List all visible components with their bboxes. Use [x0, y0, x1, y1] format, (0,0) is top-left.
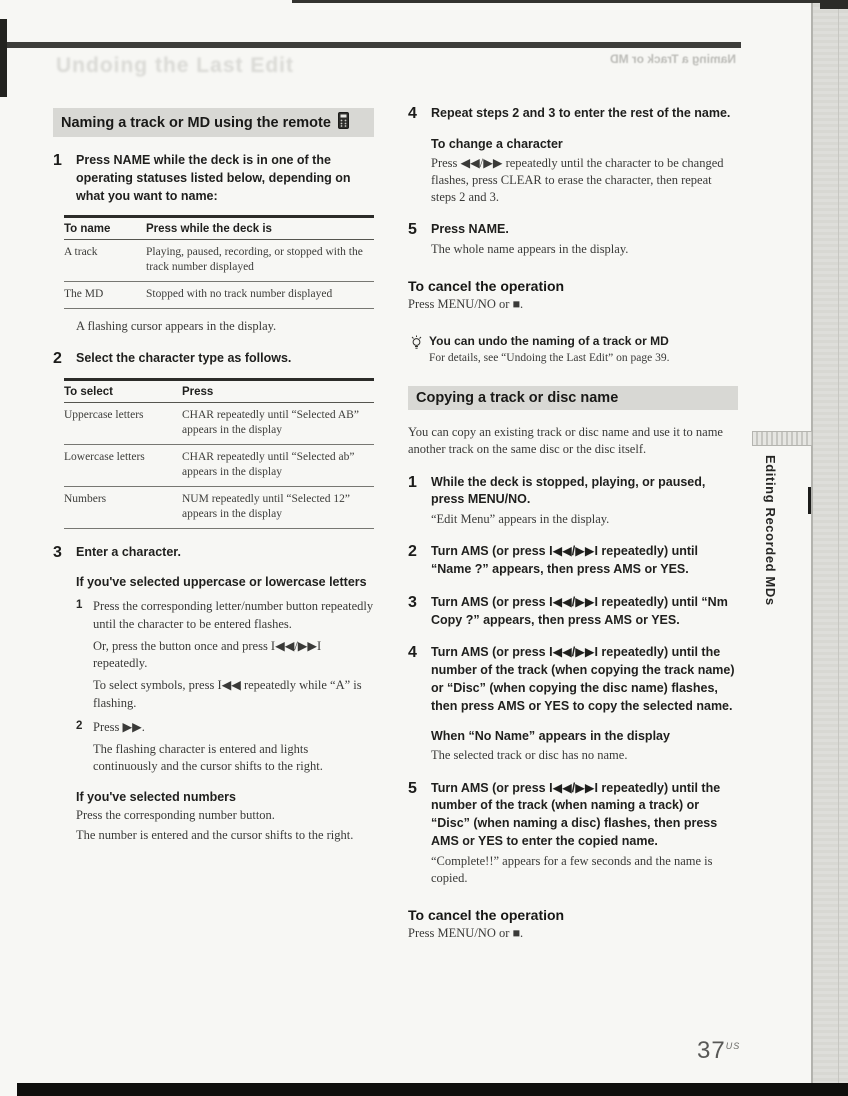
- tip-heading: You can undo the naming of a track or MD: [429, 333, 669, 348]
- sub-item-2: [76, 719, 374, 776]
- section-heading-naming: [53, 108, 374, 137]
- no-name-heading: When “No Name” appears in the display: [431, 729, 670, 744]
- sub-item-1-text: Press the corresponding letter/number button repeatedly until the character to be entered flashes.: [93, 599, 374, 631]
- cancel-operation-heading-2: To cancel the operation: [408, 907, 565, 924]
- copy-step-1-number: 1: [408, 473, 417, 491]
- step-4-number: 4: [408, 105, 417, 122]
- sub-item-2-detail: The flashing character is entered and lights continuously and the cursor shifts to the right.: [93, 742, 323, 774]
- copy-step-1: [408, 474, 738, 529]
- cancel-operation-heading: To cancel the operation: [408, 278, 565, 295]
- sub-item-1: [76, 598, 374, 712]
- copy-step-3: [408, 594, 738, 630]
- ghost-header-left: Undoing the Last Edit: [56, 54, 294, 77]
- table-row: [64, 403, 374, 445]
- table-cell: CHAR repeatedly until “Selected ab” appears in the display: [182, 444, 374, 486]
- table-row: [64, 486, 374, 528]
- to-name-table-header: Press while the deck is: [146, 217, 374, 240]
- to-select-table: [64, 378, 374, 529]
- bottom-scan-bar: [17, 1083, 848, 1096]
- page-number-suffix: US: [725, 1041, 741, 1051]
- copying-intro: You can copy an existing track or disc name and use it to name another track on the same disc or the disc itself.: [408, 425, 723, 457]
- copy-step-3-number: 3: [408, 593, 417, 611]
- copy-step-4-text: Turn AMS (or press I◀◀/▶▶I repeatedly) until the number of the track (when copying the track name) or “Disc” (when copying the disc name) flashes, then press AMS or YES to copy the selected name.: [431, 645, 735, 713]
- table-cell: Numbers: [64, 486, 182, 528]
- sub-item-2-text: Press ▶▶.: [93, 719, 145, 734]
- step-2: [53, 350, 374, 528]
- copy-step-4: [408, 644, 738, 764]
- step-4: [408, 105, 738, 206]
- step-4-text: Repeat steps 2 and 3 to enter the rest of the name.: [431, 106, 731, 120]
- tip-lightbulb-icon: [410, 335, 423, 355]
- copy-step-2-text: Turn AMS (or press I◀◀/▶▶I repeatedly) until “Name ?” appears, then press AMS or YES.: [431, 544, 698, 577]
- table-cell: NUM repeatedly until “Selected 12” appears in the display: [182, 486, 374, 528]
- copy-step-5-number: 5: [408, 779, 417, 797]
- copy-step-1-text: While the deck is stopped, playing, or paused, press MENU/NO.: [431, 474, 706, 507]
- sub-item-2-number: 2: [76, 719, 83, 732]
- copy-step-5: [408, 780, 738, 888]
- table-cell: Playing, paused, recording, or stopped with the track number displayed: [146, 240, 374, 282]
- step-1: [53, 152, 374, 335]
- table-row: [64, 282, 374, 309]
- edge-index-mark: [808, 487, 811, 514]
- step-5-text: Press NAME.: [431, 222, 509, 237]
- step-1-number: 1: [53, 152, 62, 169]
- step-2-text: Select the character type as follows.: [76, 351, 292, 366]
- header-rule: [0, 42, 741, 48]
- no-name-text: The selected track or disc has no name.: [431, 748, 628, 763]
- step-5-number: 5: [408, 221, 417, 239]
- table-cell: CHAR repeatedly until “Selected AB” appears in the display: [182, 403, 374, 445]
- step-5-detail: The whole name appears in the display.: [431, 242, 629, 257]
- copy-step-5-text: Turn AMS (or press I◀◀/▶▶I repeatedly) until the number of the track (when naming a track) or “Disc” (when naming a disc) flashes, then press AMS or YES to enter the copied name.: [431, 780, 721, 848]
- left-column: [53, 108, 374, 844]
- step-5: [408, 221, 738, 258]
- cancel-operation-text: Press MENU/NO or ■.: [408, 297, 524, 312]
- tip-block: [408, 334, 738, 365]
- subheading-numbers: If you've selected numbers: [76, 789, 236, 804]
- page-stack-edge-line: [838, 0, 839, 1096]
- sub-item-1-alt: Or, press the button once and press I◀◀/▶▶I repeatedly.: [93, 638, 322, 671]
- top-corner-mark: [820, 0, 848, 9]
- numbers-line-1: Press the corresponding number button.: [76, 808, 275, 823]
- cancel-operation-text-2: Press MENU/NO or ■.: [408, 926, 524, 941]
- copy-step-5-detail: “Complete!!” appears for a few seconds and the name is copied.: [431, 853, 713, 885]
- tip-text: For details, see “Undoing the Last Edit” on page 39.: [429, 352, 670, 365]
- scan-background: [813, 0, 848, 1096]
- section-heading-copying-label: Copying a track or disc name: [416, 390, 619, 407]
- flashing-cursor-note: A flashing cursor appears in the display.: [76, 319, 277, 334]
- table-cell: Uppercase letters: [64, 403, 182, 445]
- to-select-table-header: To select: [64, 380, 182, 403]
- step-2-number: 2: [53, 350, 62, 368]
- page-number: [697, 1037, 740, 1065]
- change-character-text: Press ◀◀/▶▶ repeatedly until the character to be changed flashes, press CLEAR to erase the character, then repeat steps 2 and 3.: [431, 155, 724, 205]
- copy-step-2-number: 2: [408, 543, 417, 561]
- table-cell: Lowercase letters: [64, 444, 182, 486]
- ghost-header-right-mirrored: Naming a Track or MD: [609, 52, 736, 66]
- copy-step-1-detail: “Edit Menu” appears in the display.: [431, 512, 610, 527]
- subheading-letters: If you've selected uppercase or lowercase letters: [76, 575, 367, 590]
- page-number-value: 37: [697, 1037, 726, 1064]
- spine-mark: [0, 19, 7, 97]
- numbers-line-2: The number is entered and the cursor shifts to the right.: [76, 827, 354, 842]
- table-cell: Stopped with no track number displayed: [146, 282, 374, 309]
- table-cell: The MD: [64, 282, 146, 309]
- chapter-tab-marker: [752, 431, 813, 446]
- copy-step-2: [408, 543, 738, 579]
- copy-step-3-text: Turn AMS (or press I◀◀/▶▶I repeatedly) until “Nm Copy ?” appears, then press AMS or YES.: [431, 594, 728, 627]
- step-3: [53, 544, 374, 844]
- table-row: [64, 444, 374, 486]
- copy-step-4-number: 4: [408, 644, 417, 662]
- section-heading-naming-label: Naming a track or MD using the remote: [61, 114, 331, 131]
- top-edge-line: [292, 0, 848, 3]
- step-3-number: 3: [53, 543, 62, 561]
- table-row: [64, 240, 374, 282]
- step-3-text: Enter a character.: [76, 544, 181, 559]
- sub-item-1-number: 1: [76, 599, 83, 612]
- right-column: [408, 105, 738, 942]
- remote-control-icon: [338, 112, 349, 133]
- step-1-text: Press NAME while the deck is in one of the operating statuses listed below, depending on what you want to name:: [76, 153, 351, 203]
- chapter-tab-label: Editing Recorded MDs: [763, 455, 778, 606]
- change-character-heading: To change a character: [431, 136, 563, 151]
- to-select-table-header: Press: [182, 380, 374, 403]
- to-name-table: [64, 215, 374, 309]
- to-name-table-header: To name: [64, 217, 146, 240]
- table-cell: A track: [64, 240, 146, 282]
- page-edge-line: [811, 0, 813, 1096]
- sub-item-1-symbols: To select symbols, press I◀◀ repeatedly while “A” is flashing.: [93, 678, 362, 710]
- section-heading-copying: [408, 386, 738, 410]
